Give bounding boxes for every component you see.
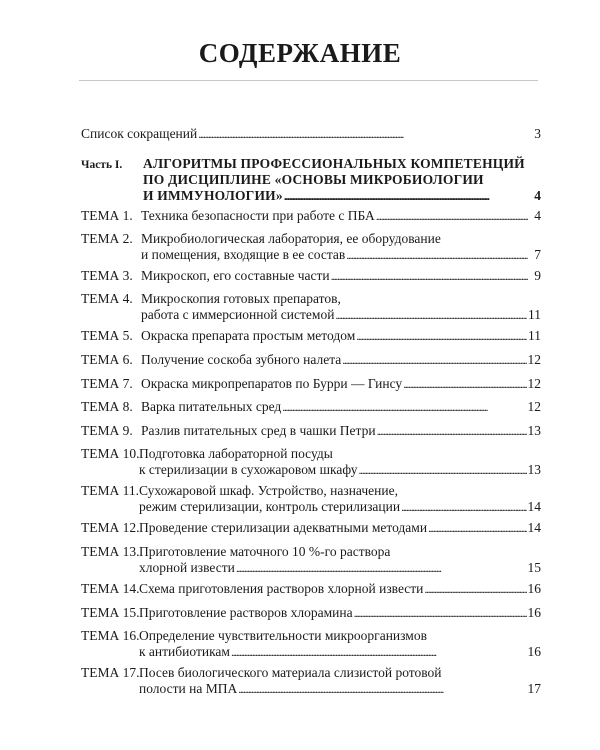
topic-label: ТЕМА 1. [81, 208, 133, 223]
topic-label: ТЕМА 10. [81, 446, 140, 461]
toc-entry [81, 399, 541, 415]
toc-entry [81, 544, 541, 576]
page-number: 7 [534, 247, 541, 262]
entry-text: к стерилизации в сухожаровом шкафу [139, 462, 358, 477]
entry-text: полости на МПА [139, 681, 238, 696]
toc-line [81, 544, 541, 560]
toc-line [81, 499, 541, 515]
entry-text: Микроскопия готовых препаратов, [141, 291, 341, 306]
title-divider [79, 80, 538, 81]
dot-leader [356, 328, 527, 344]
dot-leader [284, 188, 528, 204]
page-number: 16 [527, 644, 541, 659]
entry-text: Список сокращений [81, 126, 198, 141]
toc-entry [81, 352, 541, 368]
toc-line [81, 462, 541, 478]
toc-entry [81, 581, 541, 597]
toc-entry [81, 208, 541, 224]
toc-line [81, 483, 541, 499]
topic-label: ТЕМА 3. [81, 268, 133, 283]
entry-text: Разлив питательных сред в чашки Петри [141, 423, 376, 438]
entry-text: Подготовка лабораторной посуды [139, 446, 333, 461]
topic-label: ТЕМА 4. [81, 291, 133, 306]
topic-label: ТЕМА 11. [81, 483, 139, 498]
entry-text: Проведение стерилизации адекватными методами [139, 520, 428, 535]
toc-line [81, 307, 541, 323]
dot-leader [354, 605, 527, 621]
toc-line [81, 352, 541, 368]
topic-label: ТЕМА 13. [81, 544, 140, 559]
topic-label: ТЕМА 15. [81, 605, 140, 620]
entry-text: Микробиологическая лаборатория, ее оборудование [141, 231, 441, 246]
dot-leader [342, 352, 526, 368]
toc-line [81, 605, 541, 621]
entry-text: Приготовление растворов хлорамина [139, 605, 353, 620]
topic-label: ТЕМА 6. [81, 352, 133, 367]
entry-text: Микроскоп, его составные части [141, 268, 330, 283]
toc-entry [81, 446, 541, 478]
toc-line [81, 644, 541, 660]
entry-text: работа с иммерсионной системой [141, 307, 335, 322]
toc-entry [81, 483, 541, 515]
part-heading-text: ПО ДИСЦИПЛИНЕ «ОСНОВЫ МИКРОБИОЛОГИИ [143, 172, 484, 187]
page-number: 4 [534, 188, 541, 203]
toc-line [81, 423, 541, 439]
entry-text: хлорной извести [139, 560, 235, 575]
entry-text: Посев биологического материала слизистой ротовой [139, 665, 442, 680]
entry-text: и помещения, входящие в ее состав [141, 247, 346, 262]
toc-line [81, 247, 541, 263]
dot-leader [424, 581, 526, 597]
toc-entry [81, 628, 541, 660]
entry-text: Определение чувствительности микроорганизмов [139, 628, 427, 643]
toc-line [81, 628, 541, 644]
toc-line [81, 231, 541, 247]
toc-entry [81, 231, 541, 263]
page-number: 4 [534, 208, 541, 223]
dot-leader [359, 462, 527, 478]
dot-leader [198, 126, 528, 142]
toc-line [81, 291, 541, 307]
topic-label: ТЕМА 7. [81, 376, 133, 391]
toc-line [81, 126, 541, 142]
page-number: 13 [527, 423, 541, 438]
entry-text: Техника безопасности при работе с ПБА [141, 208, 375, 223]
page-number: 17 [527, 681, 541, 696]
toc-line [81, 560, 541, 576]
page-number: 13 [527, 462, 541, 477]
toc-line [81, 268, 541, 284]
topic-label: ТЕМА 5. [81, 328, 133, 343]
dot-leader [231, 644, 527, 660]
dot-leader [236, 560, 527, 576]
toc-line [81, 520, 541, 536]
toc-line [81, 172, 541, 188]
page-number: 15 [527, 560, 541, 575]
dot-leader [238, 681, 526, 697]
toc-entry [81, 423, 541, 439]
dot-leader [401, 499, 526, 515]
dot-leader [282, 399, 526, 415]
toc-entry [81, 605, 541, 621]
toc-entry [81, 665, 541, 697]
toc-line [81, 156, 541, 172]
toc-line [81, 665, 541, 681]
toc-line [81, 328, 541, 344]
page-number: 12 [527, 399, 541, 414]
entry-text: Получение соскоба зубного налета [141, 352, 342, 367]
dot-leader [346, 247, 528, 263]
entry-text: Сухожаровой шкаф. Устройство, назначение, [139, 483, 398, 498]
part-heading-text: АЛГОРИТМЫ ПРОФЕССИОНАЛЬНЫХ КОМПЕТЕНЦИЙ [143, 156, 525, 171]
page-number: 11 [528, 307, 541, 322]
entry-text: Окраска препарата простым методом [141, 328, 356, 343]
toc-line [81, 399, 541, 415]
dot-leader [335, 307, 527, 323]
toc-line [81, 208, 541, 224]
page-number: 9 [534, 268, 541, 283]
page-number: 14 [527, 499, 541, 514]
entry-text: Окраска микропрепаратов по Бурри — Гинсу [141, 376, 403, 391]
toc-entry [81, 291, 541, 323]
toc-line [81, 376, 541, 392]
toc-line [81, 188, 541, 204]
entry-text: Схема приготовления растворов хлорной извести [139, 581, 424, 596]
topic-label: ТЕМА 14. [81, 581, 140, 596]
entry-text: к антибиотикам [139, 644, 230, 659]
toc-line [81, 446, 541, 462]
topic-label: ТЕМА 9. [81, 423, 133, 438]
page-number: 16 [527, 605, 541, 620]
toc-line [81, 681, 541, 697]
dot-leader [376, 208, 528, 224]
dot-leader [403, 376, 526, 392]
dot-leader [428, 520, 526, 536]
toc-entry [81, 376, 541, 392]
dot-leader [331, 268, 528, 284]
part-heading-text: И ИММУНОЛОГИИ» [143, 188, 283, 203]
page-title: СОДЕРЖАНИЕ [198, 38, 402, 68]
topic-label: ТЕМА 16. [81, 628, 140, 643]
toc-entry [81, 268, 541, 284]
topic-label: ТЕМА 12. [81, 520, 140, 535]
topic-label: ТЕМА 17. [81, 665, 140, 680]
toc-entry [81, 328, 541, 344]
entry-text: Приготовление маточного 10 %-го раствора [139, 544, 391, 559]
page-number: 3 [534, 126, 541, 141]
toc-entry [81, 126, 541, 142]
entry-text: Варка питательных сред [141, 399, 282, 414]
entry-text: режим стерилизации, контроль стерилизации [139, 499, 401, 514]
page-number: 12 [527, 352, 541, 367]
dot-leader [377, 423, 527, 439]
part-label: Часть I. [81, 159, 123, 171]
page-number: 12 [527, 376, 541, 391]
toc-entry [81, 520, 541, 536]
page-number: 16 [527, 581, 541, 596]
toc-line [81, 581, 541, 597]
topic-label: ТЕМА 8. [81, 399, 133, 414]
toc-part-entry [81, 156, 541, 204]
topic-label: ТЕМА 2. [81, 231, 133, 246]
page-number: 11 [528, 328, 541, 343]
page-number: 14 [527, 520, 541, 535]
